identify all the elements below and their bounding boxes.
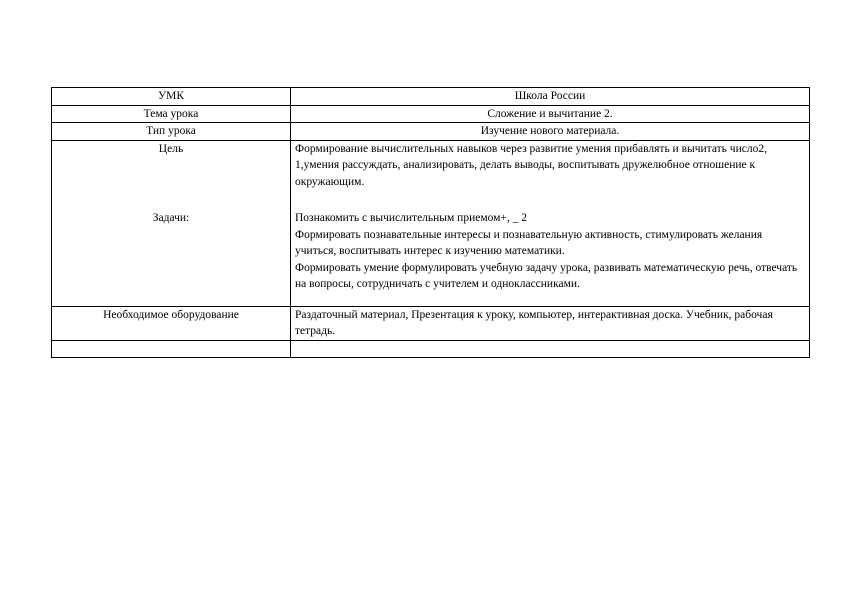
empty-cell [291, 340, 810, 357]
topic-value: Сложение и вычитание 2. [291, 105, 810, 123]
lesson-type-label: Тип урока [52, 123, 291, 141]
goal-tasks-label-cell [52, 140, 291, 306]
empty-cell [52, 340, 291, 357]
lesson-type-value: Изучение нового материала. [291, 123, 810, 141]
umk-label: УМК [52, 88, 291, 106]
task-item-1: Познакомить с вычислительным приемом+, _ 2 [295, 212, 528, 224]
equipment-value: Раздаточный материал, Презентация к уроку, компьютер, интерактивная доска. Учебник, рабочая тетрадь. [291, 306, 810, 340]
table-row [52, 306, 810, 340]
goal-value: Формирование вычислительных навыков через развитие умения прибавлять и вычитать число2, 1,умения рассуждать, анализировать, делать выводы, воспитывать дружелюбное отношение к окружающим. [295, 142, 767, 188]
task-item-3: Формировать умение формулировать учебную задачу урока, развивать математическую речь, отвечать на вопросы, сотрудничать с учителем и одноклассниками. [295, 261, 798, 290]
umk-value: Школа России [291, 88, 810, 106]
tasks-label: Задачи: [152, 212, 190, 224]
equipment-label: Необходимое оборудование [52, 306, 291, 340]
table-row-empty [52, 340, 810, 357]
task-item-2: Формировать познавательные интересы и познавательную активность, стимулировать желания учиться, воспитывать интерес к изучению математики. [295, 228, 763, 257]
lesson-plan-table [51, 87, 810, 358]
table-row [52, 88, 810, 106]
goal-tasks-value-cell [291, 140, 810, 306]
goal-label: Цель [158, 142, 184, 155]
table-row [52, 140, 810, 306]
topic-label: Тема урока [52, 105, 291, 123]
table-row [52, 123, 810, 141]
table-row [52, 105, 810, 123]
